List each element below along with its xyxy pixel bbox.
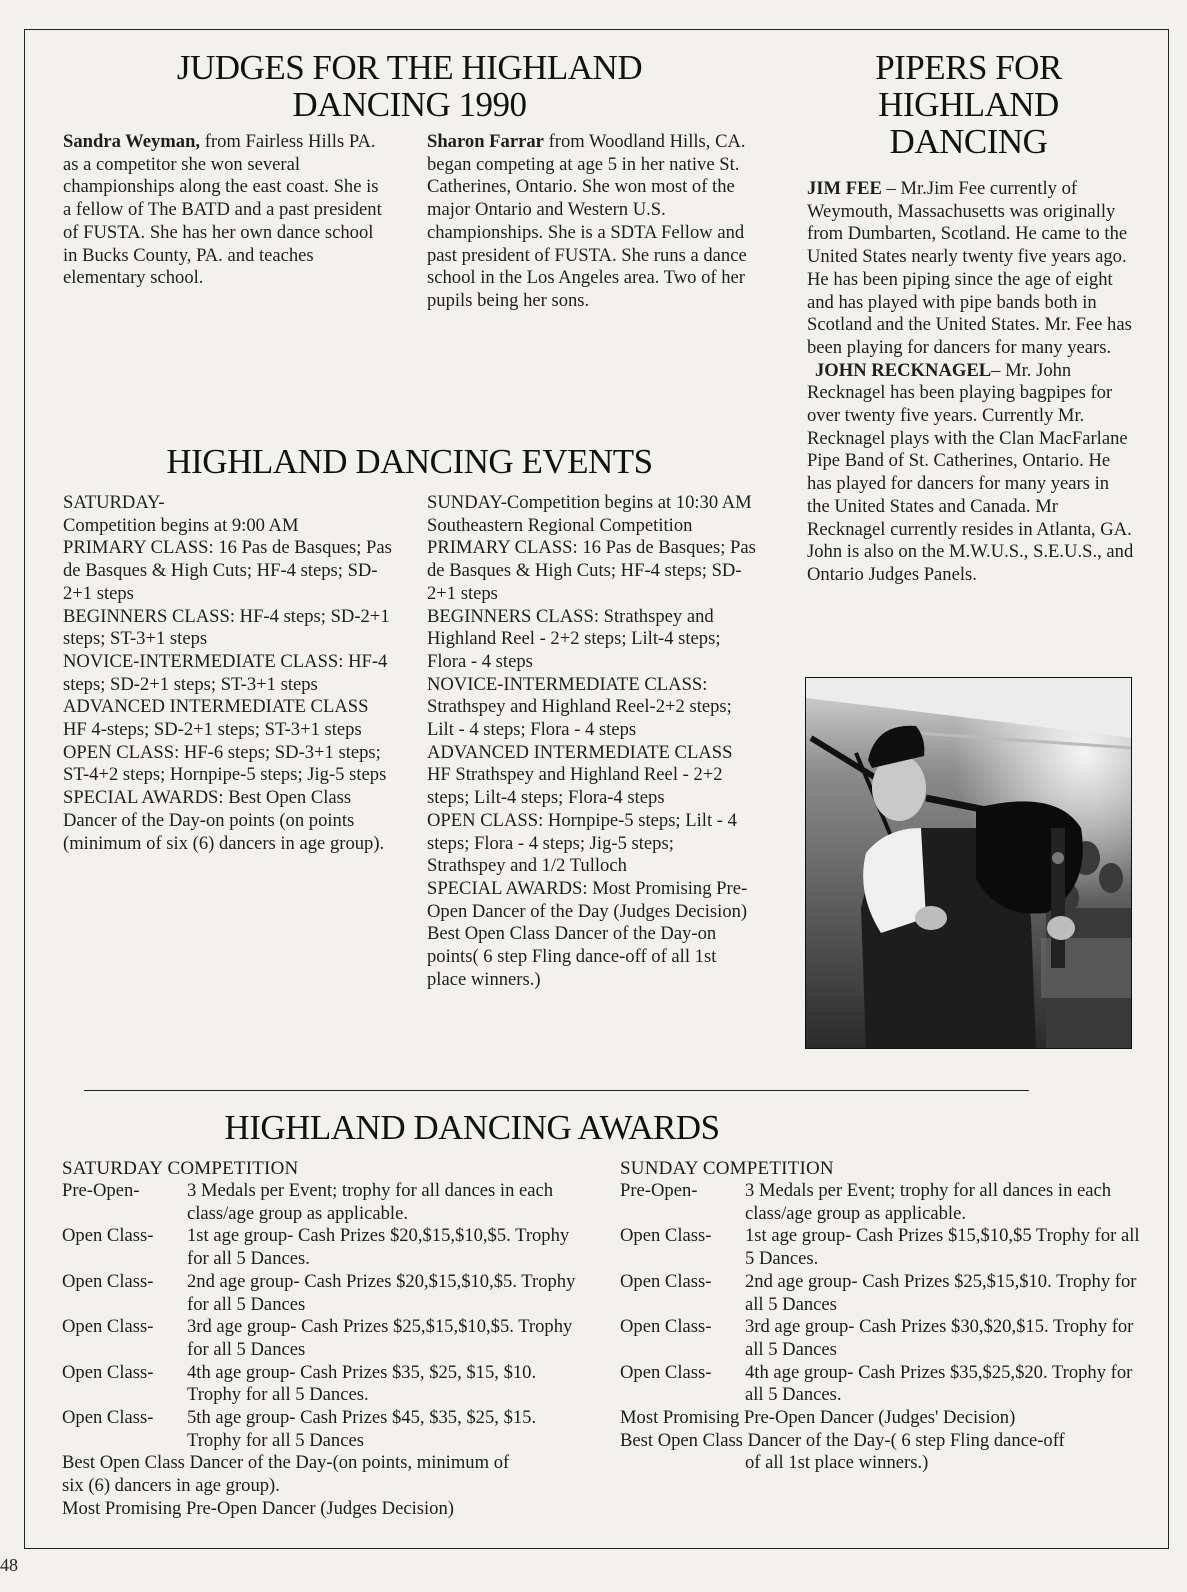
award-desc: 3 Medals per Event; trophy for all dances in each class/age group as applicable. <box>745 1180 1112 1224</box>
award-desc: 3rd age group- Cash Prizes $25,$15,$10,$5. Trophy for all 5 Dances <box>187 1316 573 1360</box>
piper-photo-illustration <box>806 678 1132 1049</box>
saturday-awards <box>62 1157 592 1521</box>
judge-weyman <box>63 131 388 290</box>
award-best-open: Best Open Class Dancer of the Day-( 6 step Fling dance-off <box>620 1429 1065 1451</box>
events-title: HIGHLAND DANCING EVENTS <box>166 442 653 481</box>
saturday-awards-heading: SATURDAY COMPETITION <box>62 1158 299 1179</box>
sun-event-line: OPEN CLASS: Hornpipe-5 steps; Lilt - 4 steps; Flora - 4 steps; Jig-5 steps; Strathspey and 1/2 Tulloch <box>427 809 737 877</box>
award-best-open-cont: of all 1st place winners.) <box>745 1452 929 1474</box>
pipers-title-line3: DANCING <box>889 122 1048 161</box>
pipers-bios <box>807 178 1134 587</box>
award-desc: 2nd age group- Cash Prizes $20,$15,$10,$5. Trophy for all 5 Dances <box>187 1270 576 1315</box>
award-label: Pre-Open- <box>62 1180 140 1201</box>
awards-heading <box>62 1109 1132 1146</box>
sun-event-line: PRIMARY CLASS: 16 Pas de Basques; Pas de Basques & High Cuts; HF-4 steps; SD-2+1 steps <box>427 537 756 604</box>
award-most-promising: Most Promising Pre-Open Dancer (Judges Decision) <box>62 1497 454 1519</box>
piper-fee <box>807 178 1134 360</box>
sunday-awards <box>620 1157 1140 1475</box>
recknagel-text: – Mr. John Recknagel has been playing bagpipes for over twenty five years. Currently Mr. Recknagel plays with the Clan MacFarlane Pipe Band of St. Catherines, Ontario. He has played for dancers for many years in the United States and Canada. Mr Recknagel currently resides in Atlanta, GA. John is also on the M.W.U.S., S.E.U.S., and Ontario Judges Panels. <box>807 359 1134 585</box>
award-label: Open Class- <box>62 1270 154 1292</box>
saturday-events <box>63 492 393 855</box>
sun-event-line: SPECIAL AWARDS: Most Promising Pre-Open Dancer of the Day (Judges Decision) Best Open Class Dancer of the Day-on points( 6 step Fling dance-off of all 1st place winners.) <box>427 877 748 990</box>
judges-title-line1: JUDGES FOR THE HIGHLAND <box>176 48 643 87</box>
weyman-text: from Fairless Hills PA. as a competitor she won several championships along the east coast. She is a fellow of The BATD and a past president of FUSTA. She has her own dance school in Bucks County, PA. and teaches elementary school. <box>63 131 382 289</box>
judge-farrar <box>427 131 757 313</box>
sunday-awards-heading: SUNDAY COMPETITION <box>620 1158 834 1179</box>
award-row <box>620 1316 1140 1361</box>
award-row <box>62 1316 592 1361</box>
award-row <box>62 1271 592 1316</box>
sat-event-line: SPECIAL AWARDS: Best Open Class Dancer of the Day-on points (on points (minimum of six (6) dancers in age group). <box>63 787 385 854</box>
award-label: Open Class- <box>620 1361 712 1383</box>
sat-event-line: BEGINNERS CLASS: HF-4 steps; SD-2+1 steps; ST-3+1 steps <box>63 605 390 650</box>
award-row <box>62 1225 592 1270</box>
award-label: Open Class- <box>62 1361 154 1383</box>
section-divider <box>84 1090 1029 1091</box>
pipers-title-line2: HIGHLAND <box>878 85 1059 124</box>
sun-event-line: ADVANCED INTERMEDIATE CLASS HF Strathspey and Highland Reel - 2+2 steps; Lilt-4 steps; Flora-4 steps <box>427 741 733 809</box>
farrar-name: Sharon Farrar <box>427 131 544 152</box>
award-desc: 1st age group- Cash Prizes $15,$10,$5 Trophy for all 5 Dances. <box>745 1225 1140 1270</box>
farrar-text: from Woodland Hills, CA. began competing at age 5 in her native St. Catherines, Ontario. She won most of the major Ontario and Western U.S. championships. She is a SDTA Fellow and past president of FUSTA. She runs a dance school in the Los Angeles area. Two of her pupils being her sons. <box>427 131 747 311</box>
judges-heading <box>62 49 757 123</box>
fee-name: JIM FEE <box>807 178 882 199</box>
sun-event-line: SUNDAY-Competition begins at 10:30 AM Southeastern Regional Competition <box>427 492 752 536</box>
award-row <box>62 1407 592 1452</box>
fee-text: – Mr.Jim Fee currently of Weymouth, Massachusetts was originally from Dumbarten, Scotland. He came to the United States nearly twenty five years ago. He has been piping since the age of eight and has played with pipe bands both in Scotland and the United States. Mr. Fee has been playing for dancers for many years. <box>807 178 1132 358</box>
award-row <box>62 1180 592 1225</box>
award-label: Open Class- <box>62 1225 154 1247</box>
sunday-events <box>427 492 757 991</box>
page-number: 48 <box>0 1555 18 1575</box>
award-desc: 3rd age group- Cash Prizes $30,$20,$15. Trophy for all 5 Dances <box>745 1316 1134 1360</box>
award-row <box>620 1362 1140 1407</box>
award-label: Pre-Open- <box>620 1180 698 1201</box>
sat-event-line: Competition begins at 9:00 AM <box>63 514 299 536</box>
award-label: Open Class- <box>620 1316 712 1338</box>
award-desc: 3 Medals per Event; trophy for all dances in each class/age group as applicable. <box>187 1180 554 1224</box>
award-label: Open Class- <box>620 1225 712 1247</box>
sat-event-line: PRIMARY CLASS: 16 Pas de Basques; Pas de Basques & High Cuts; HF-4 steps; SD-2+1 steps <box>63 537 392 604</box>
award-row <box>620 1271 1140 1316</box>
weyman-name: Sandra Weyman, <box>63 131 201 152</box>
judges-title-line2: DANCING 1990 <box>292 85 527 124</box>
sat-event-line: SATURDAY- <box>63 492 165 513</box>
pipers-heading <box>805 49 1132 160</box>
sun-event-line: NOVICE-INTERMEDIATE CLASS: Strathspey and Highland Reel-2+2 steps; Lilt - 4 steps; Flora - 4 steps <box>427 673 732 741</box>
award-desc: 4th age group- Cash Prizes $35, $25, $15, $10. Trophy for all 5 Dances. <box>187 1361 537 1406</box>
awards-title: HIGHLAND DANCING AWARDS <box>224 1108 720 1147</box>
award-desc: 2nd age group- Cash Prizes $25,$15,$10. Trophy for all 5 Dances <box>745 1270 1137 1315</box>
sat-event-line: ADVANCED INTERMEDIATE CLASS HF 4-steps; SD-2+1 steps; ST-3+1 steps <box>63 696 369 741</box>
award-desc: 1st age group- Cash Prizes $20,$15,$10,$5. Trophy for all 5 Dances. <box>187 1225 570 1270</box>
award-desc: 4th age group- Cash Prizes $35,$25,$20. Trophy for all 5 Dances. <box>745 1361 1133 1406</box>
award-label: Open Class- <box>62 1407 154 1429</box>
award-most-promising: Most Promising Pre-Open Dancer (Judges' Decision) <box>620 1407 1016 1429</box>
sat-event-line: NOVICE-INTERMEDIATE CLASS: HF-4 steps; SD-2+1 steps; ST-3+1 steps <box>63 650 388 695</box>
award-row <box>620 1225 1140 1270</box>
award-row <box>62 1362 592 1407</box>
piper-photo <box>805 677 1132 1049</box>
piper-recknagel <box>807 360 1134 587</box>
pipers-title-line1: PIPERS FOR <box>875 48 1062 87</box>
sun-event-line: BEGINNERS CLASS: Strathspey and Highland Reel - 2+2 steps; Lilt-4 steps; Flora - 4 steps <box>427 605 721 672</box>
sat-event-line: OPEN CLASS: HF-6 steps; SD-3+1 steps; ST-4+2 steps; Hornpipe-5 steps; Jig-5 steps <box>63 741 387 786</box>
award-row <box>620 1180 1140 1225</box>
award-desc: 5th age group- Cash Prizes $45, $35, $25, $15. Trophy for all 5 Dances <box>187 1407 537 1451</box>
recknagel-name: JOHN RECKNAGEL <box>815 359 992 381</box>
award-label: Open Class- <box>62 1316 154 1338</box>
award-label: Open Class- <box>620 1270 712 1292</box>
events-heading <box>62 443 757 480</box>
award-best-open: Best Open Class Dancer of the Day-(on points, minimum of six (6) dancers in age group). <box>62 1452 510 1497</box>
